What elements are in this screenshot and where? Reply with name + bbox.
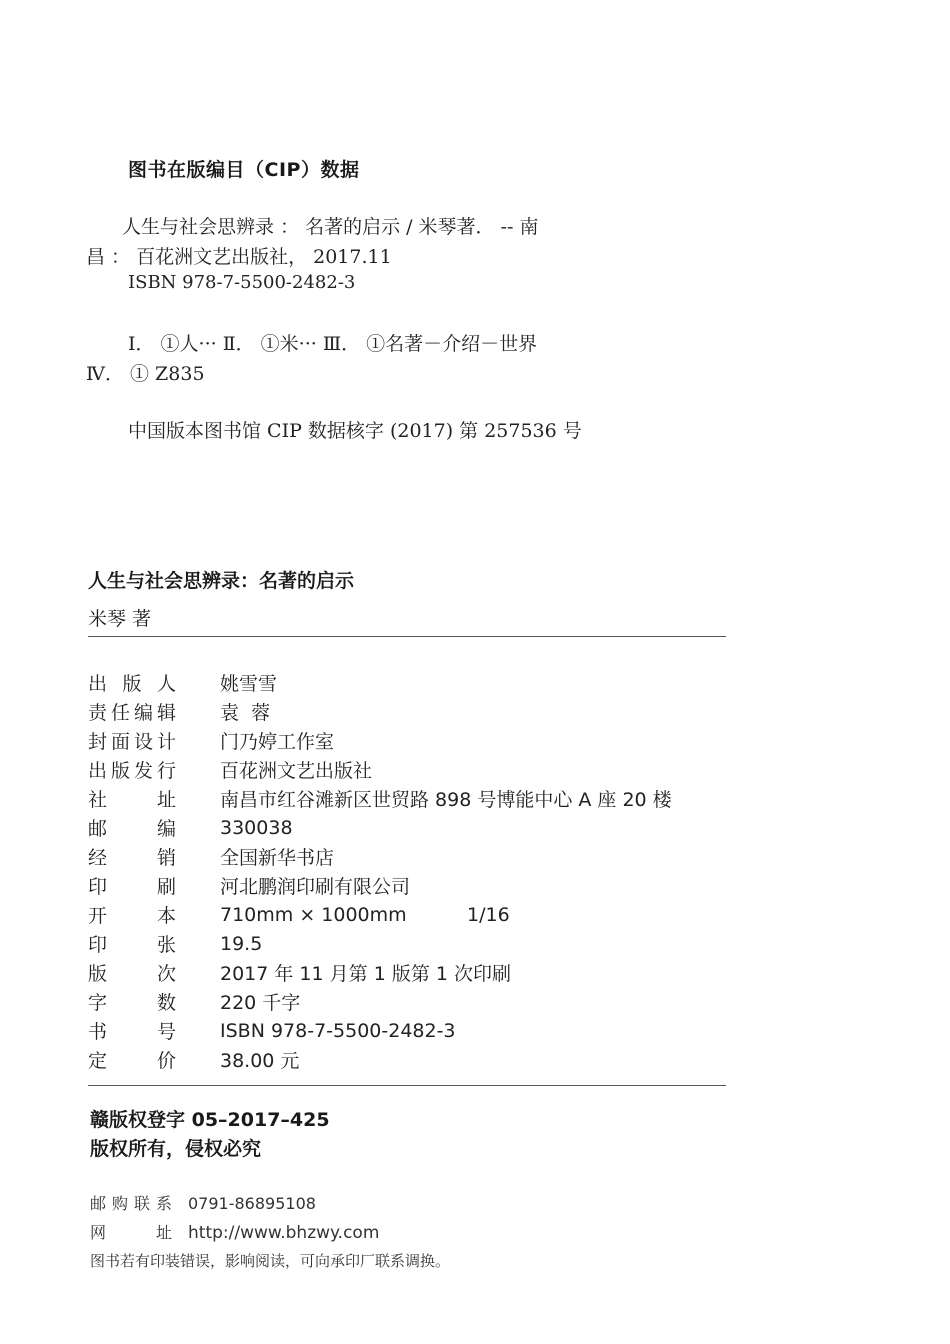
detail-row-sheets bbox=[88, 929, 728, 958]
cip-record-number: 中国版本图书馆 CIP 数据核字 (2017) 第 257536 号 bbox=[128, 420, 582, 442]
detail-label: 经销 bbox=[88, 847, 176, 869]
detail-value: 2017 年 11 月第 1 版第 1 次印刷 bbox=[220, 963, 511, 985]
detail-value: 河北鹏润印刷有限公司 bbox=[220, 876, 411, 898]
print-error-notice: 图书若有印装错误，影响阅读，可向承印厂联系调换。 bbox=[90, 1252, 451, 1270]
detail-row-format bbox=[88, 900, 728, 929]
divider-top bbox=[88, 636, 726, 637]
website-label: 网址 bbox=[90, 1223, 172, 1242]
detail-value: 38.00 元 bbox=[220, 1050, 300, 1072]
detail-row-word-count bbox=[88, 987, 728, 1016]
detail-label: 出版发行 bbox=[88, 760, 176, 782]
detail-label: 封面设计 bbox=[88, 731, 176, 753]
cip-isbn-line: ISBN 978-7-5500-2482-3 bbox=[128, 272, 356, 293]
book-author: 米琴 著 bbox=[88, 608, 152, 630]
detail-value: ISBN 978-7-5500-2482-3 bbox=[220, 1019, 456, 1042]
detail-value: 全国新华书店 bbox=[220, 847, 335, 869]
detail-row-postcode bbox=[88, 813, 728, 842]
detail-value: 19.5 bbox=[220, 932, 263, 955]
cip-classification-line: Ⅰ． ①人··· Ⅱ． ①米··· Ⅲ． ①名著－介绍－世界 bbox=[128, 333, 538, 355]
detail-row-publisher-person bbox=[88, 668, 728, 697]
copyright-registration: 赣版权登字 05–2017–425 bbox=[90, 1109, 330, 1131]
detail-value: 220 千字 bbox=[220, 992, 301, 1014]
mail-order-phone: 0791-86895108 bbox=[188, 1194, 316, 1213]
detail-row-price bbox=[88, 1045, 728, 1074]
detail-row-isbn bbox=[88, 1016, 728, 1045]
detail-value: 姚雪雪 bbox=[220, 673, 278, 695]
cip-classification-line-2: Ⅳ． ① Z835 bbox=[86, 363, 205, 385]
copyright-notice: 版权所有，侵权必究 bbox=[90, 1138, 262, 1160]
website-contact bbox=[90, 1220, 379, 1243]
detail-row-distributor bbox=[88, 755, 728, 784]
detail-value: 南昌市红谷滩新区世贸路 898 号博能中心 A 座 20 楼 bbox=[220, 789, 672, 811]
detail-value: 330038 bbox=[220, 816, 293, 839]
divider-bottom bbox=[88, 1085, 726, 1086]
cip-line-1: 人生与社会思辨录 ： 名著的启示 / 米琴著． -- 南 bbox=[122, 216, 539, 238]
detail-label: 印刷 bbox=[88, 876, 176, 898]
cip-line-2: 昌 ： 百花洲文艺出版社， 2017.11 bbox=[86, 246, 392, 268]
detail-label: 字数 bbox=[88, 992, 176, 1014]
detail-value: 710mm × 1000mm 1/16 bbox=[220, 903, 510, 926]
detail-label: 定价 bbox=[88, 1050, 176, 1072]
cip-heading: 图书在版编目（CIP）数据 bbox=[128, 159, 360, 181]
detail-row-cover-design bbox=[88, 726, 728, 755]
detail-value: 袁 蓉 bbox=[220, 702, 271, 724]
mail-order-contact bbox=[90, 1191, 316, 1214]
detail-row-sales bbox=[88, 842, 728, 871]
detail-label: 书号 bbox=[88, 1021, 176, 1043]
detail-row-address bbox=[88, 784, 728, 813]
detail-label: 责任编辑 bbox=[88, 702, 176, 724]
detail-label: 印张 bbox=[88, 934, 176, 956]
publication-details bbox=[88, 668, 728, 1074]
detail-label: 社址 bbox=[88, 789, 176, 811]
detail-row-printer bbox=[88, 871, 728, 900]
mail-order-label: 邮购联系 bbox=[90, 1194, 172, 1213]
book-title: 人生与社会思辨录：名著的启示 bbox=[88, 570, 355, 592]
detail-label: 版次 bbox=[88, 963, 176, 985]
website-url[interactable]: http://www.bhzwy.com bbox=[188, 1223, 380, 1243]
detail-value: 百花洲文艺出版社 bbox=[220, 760, 373, 782]
detail-label: 出版人 bbox=[88, 673, 176, 695]
detail-row-editor bbox=[88, 697, 728, 726]
detail-label: 开本 bbox=[88, 905, 176, 927]
detail-row-edition bbox=[88, 958, 728, 987]
detail-value: 门乃婷工作室 bbox=[220, 731, 335, 753]
detail-label: 邮编 bbox=[88, 818, 176, 840]
